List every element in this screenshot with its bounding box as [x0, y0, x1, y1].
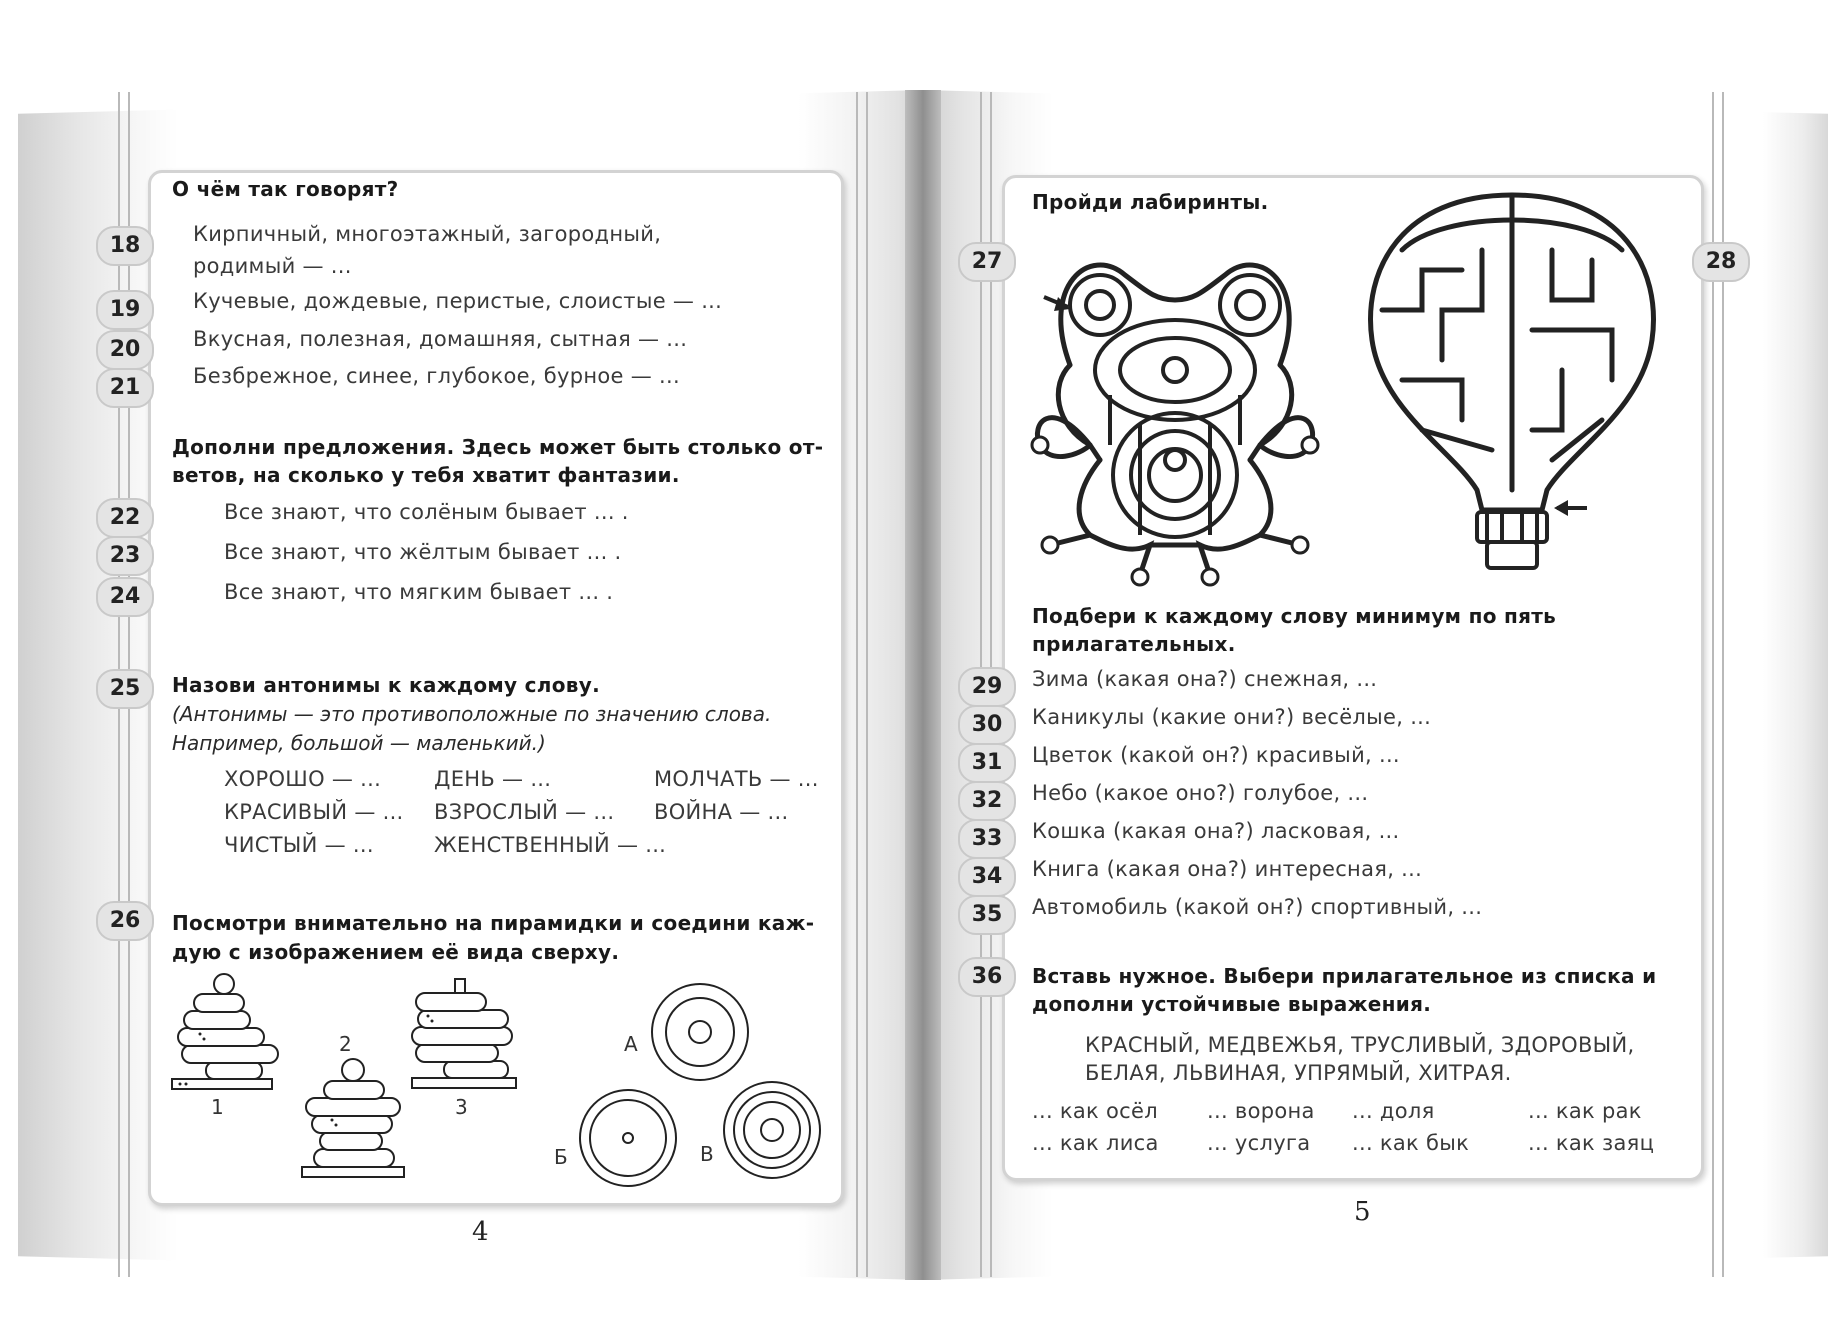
exercise-text: Кучевые, дождевые, перистые, слоистые — ... — [193, 289, 723, 313]
exercise-number: 26 — [96, 901, 154, 941]
exercise-number: 24 — [96, 577, 154, 617]
section-heading: дую с изображением её вида сверху. — [172, 940, 620, 964]
frog-maze — [1030, 245, 1320, 585]
exercise-text: Вкусная, полезная, домашняя, сытная — ... — [193, 327, 688, 351]
antonym-word: ВЗРОСЛЫЙ — ... — [434, 800, 615, 824]
exercise-number: 28 — [1692, 242, 1750, 282]
exercise-text: Все знают, что солёным бывает ... . — [224, 500, 629, 524]
exercise-text: Все знают, что жёлтым бывает ... . — [224, 540, 622, 564]
exercise-number: 20 — [96, 330, 154, 370]
exercise-text: Безбрежное, синее, глубокое, бурное — ... — [193, 364, 680, 388]
margin-line — [866, 92, 868, 1277]
balloon-maze — [1362, 190, 1672, 580]
exercise-text: Небо (какое оно?) голубое, ... — [1032, 781, 1369, 805]
exercise-text: Книга (какая она?) интересная, ... — [1032, 857, 1423, 881]
section-heading: Подбери к каждому слову минимум по пять — [1032, 604, 1557, 628]
exercise-text: Зима (какая она?) снежная, ... — [1032, 667, 1378, 691]
section-heading: дополни устойчивые выражения. — [1032, 992, 1432, 1016]
exercise-number: 31 — [958, 743, 1016, 783]
word-list: БЕЛАЯ, ЛЬВИНАЯ, УПРЯМЫЙ, ХИТРАЯ. — [1085, 1061, 1512, 1085]
section-heading: Вставь нужное. Выбери прилагательное из списка и — [1032, 964, 1657, 988]
top-view-label: Б — [554, 1145, 568, 1169]
expression: ... как лиса — [1032, 1131, 1159, 1155]
exercise-text: Автомобиль (какой он?) спортивный, ... — [1032, 895, 1483, 919]
exercise-text: Цветок (какой он?) красивый, ... — [1032, 743, 1400, 767]
exercise-text: Все знают, что мягким бывает ... . — [224, 580, 614, 604]
exercise-number: 21 — [96, 368, 154, 408]
antonym-word: ДЕНЬ — ... — [434, 767, 552, 791]
section-heading: Назови антонимы к каждому слову. — [172, 673, 600, 697]
book-spine — [905, 90, 941, 1280]
exercise-number: 34 — [958, 857, 1016, 897]
expression: ... как рак — [1528, 1099, 1642, 1123]
exercise-number: 29 — [958, 667, 1016, 707]
page-number: 4 — [472, 1217, 489, 1247]
exercise-number: 32 — [958, 781, 1016, 821]
exercise-number: 19 — [96, 290, 154, 330]
expression: ... услуга — [1207, 1131, 1311, 1155]
definition-note: (Антонимы — это противоположные по значению слова. — [172, 702, 772, 726]
exercise-number: 18 — [96, 226, 154, 266]
expression: ... ворона — [1207, 1099, 1315, 1123]
section-heading: Посмотри внимательно на пирамидки и соедини каж- — [172, 911, 815, 935]
exercise-number: 33 — [958, 819, 1016, 859]
antonym-word: МОЛЧАТЬ — ... — [654, 767, 819, 791]
section-heading: О чём так говорят? — [172, 177, 399, 201]
exercise-number: 22 — [96, 498, 154, 538]
exercise-text: Каникулы (какие они?) весёлые, ... — [1032, 705, 1432, 729]
word-list: КРАСНЫЙ, МЕДВЕЖЬЯ, ТРУСЛИВЫЙ, ЗДОРОВЫЙ, — [1085, 1033, 1635, 1057]
pyramid-label: 2 — [339, 1032, 352, 1056]
expression: ... доля — [1352, 1099, 1435, 1123]
antonym-word: ЖЕНСТВЕННЫЙ — ... — [434, 833, 667, 857]
exercise-number: 30 — [958, 705, 1016, 745]
antonym-word: КРАСИВЫЙ — ... — [224, 800, 404, 824]
margin-line — [856, 92, 858, 1277]
antonym-word: ЧИСТЫЙ — ... — [224, 833, 374, 857]
section-heading: прилагательных. — [1032, 632, 1236, 656]
top-view-label: А — [624, 1032, 638, 1056]
exercise-text: родимый — ... — [193, 254, 352, 278]
exercise-text: Кирпичный, многоэтажный, загородный, — [193, 222, 662, 246]
section-heading: ветов, на сколько у тебя хватит фантазии. — [172, 463, 680, 487]
section-heading: Дополни предложения. Здесь может быть столько от- — [172, 435, 824, 459]
top-view-label: В — [700, 1142, 714, 1166]
exercise-number: 35 — [958, 895, 1016, 935]
exercise-number: 36 — [958, 957, 1016, 997]
exercise-number: 27 — [958, 242, 1016, 282]
pyramid-label: 3 — [455, 1095, 468, 1119]
expression: ... как бык — [1352, 1131, 1470, 1155]
exercise-number: 23 — [96, 536, 154, 576]
pyramid-label: 1 — [211, 1095, 224, 1119]
section-heading: Пройди лабиринты. — [1032, 190, 1269, 214]
exercise-text: Кошка (какая она?) ласковая, ... — [1032, 819, 1400, 843]
antonym-word: ВОЙНА — ... — [654, 800, 789, 824]
antonym-word: ХОРОШО — ... — [224, 767, 382, 791]
exercise-number: 25 — [96, 669, 154, 709]
definition-note: Например, большой — маленький.) — [172, 731, 546, 755]
expression: ... как осёл — [1032, 1099, 1158, 1123]
pyramids-illustration — [160, 970, 840, 1190]
expression: ... как заяц — [1528, 1131, 1655, 1155]
page-number: 5 — [1354, 1197, 1371, 1227]
